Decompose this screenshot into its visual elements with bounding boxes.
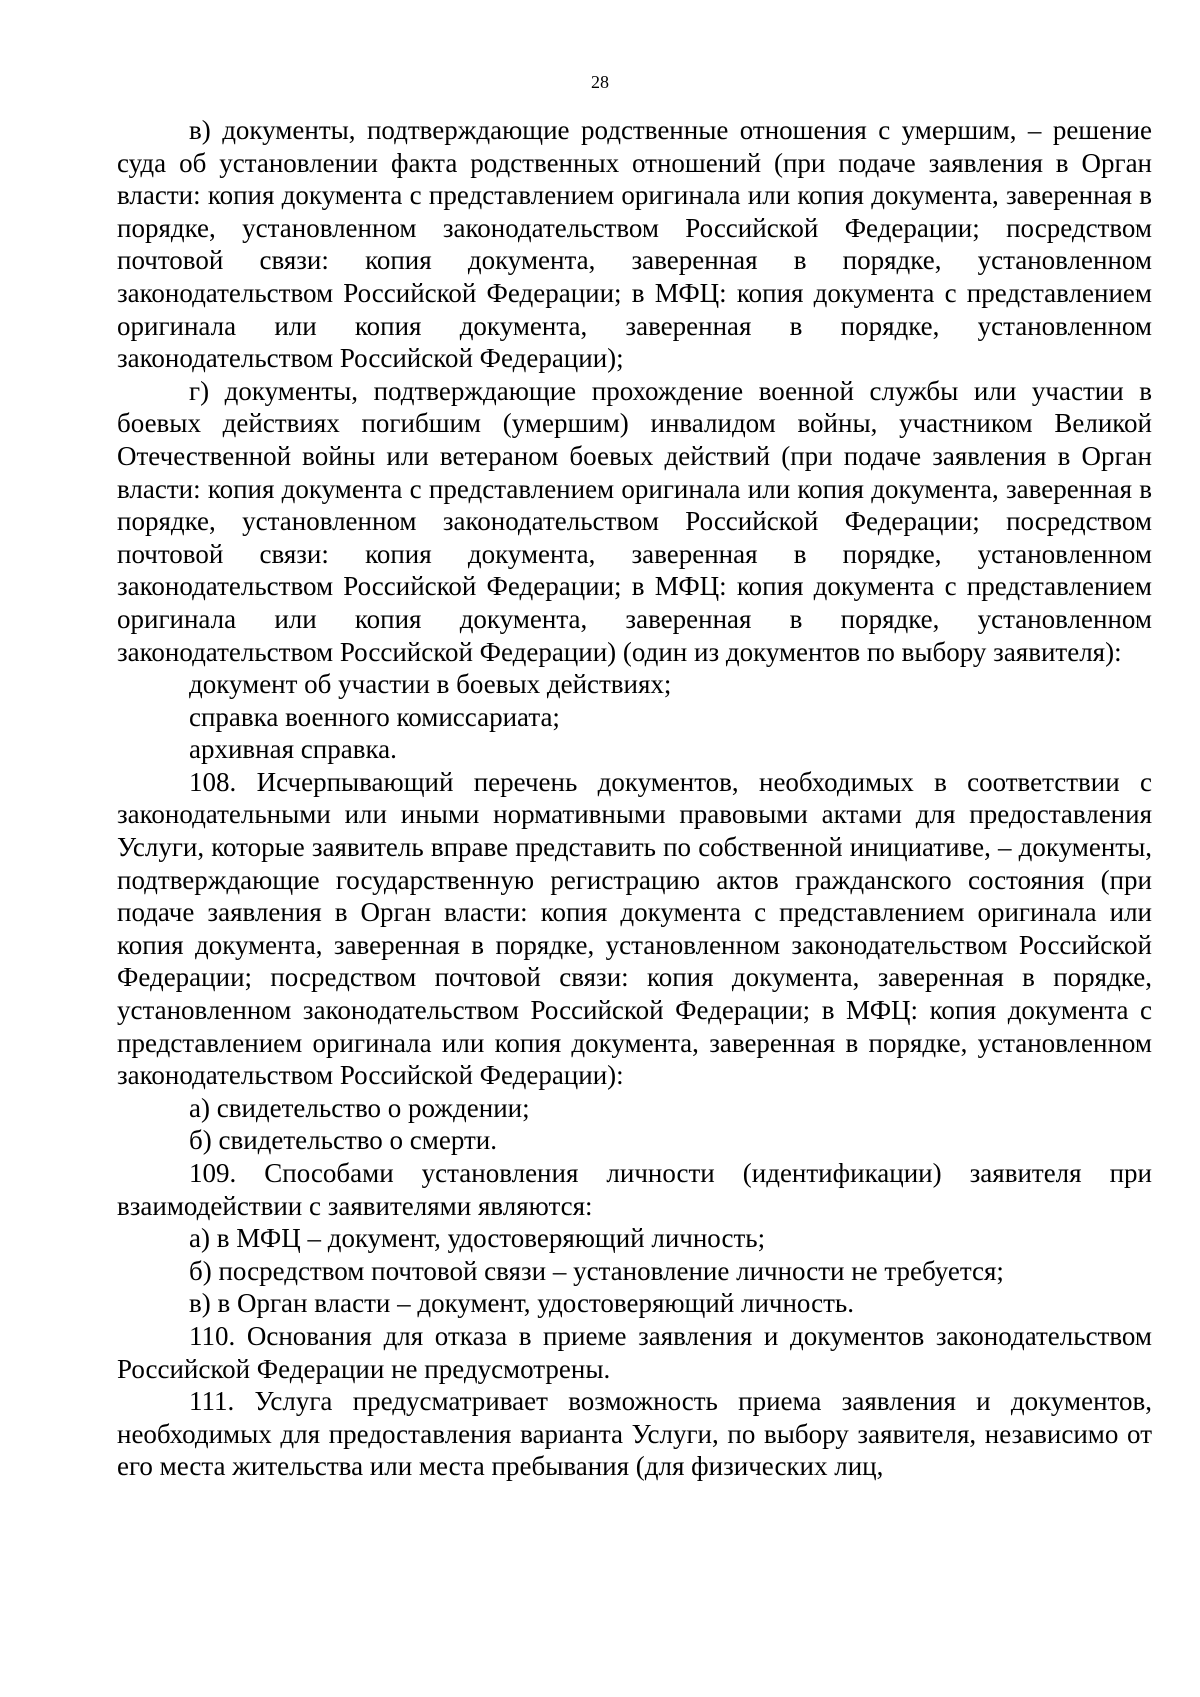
paragraph-108-document-list: 108. Исчерпывающий перечень документов, необходимых в соответствии с законодательными или иными нормативными правовыми актами для предоставления Услуги, которые заявитель вправе представить по собственной инициативе, – документы, подтверждающие государственную регистрацию актов гражданского состояния (при подаче заявления в Орган власти: копия документа с представлением оригинала или копия документа, заверенная в порядке, установленном законодательством Российской Федерации; посредством почтовой связи: копия документа, заверенная в порядке, установленном законодательством Российской Федерации; в МФЦ: копия документа с представлением оригинала или копия документа, заверенная в порядке, установленном законодательством Российской Федерации): xyxy=(117,766,1152,1091)
list-item-death-certificate: б) свидетельство о смерти. xyxy=(189,1125,497,1156)
page-number: 28 xyxy=(591,72,609,92)
paragraph-g-military-service-documents: г) документы, подтверждающие прохождение военной службы или участии в боевых действиях погибшим (умершим) инвалидом войны, участником Великой Отечественной войны или ветераном боевых действий (при подаче заявления в Орган власти: копия документа с представлением оригинала или копия документа, заверенная в порядке, установленном законодательством Российской Федерации; посредством почтовой связи: копия документа, заверенная в порядке, установленном законодательством Российской Федерации; в МФЦ: копия документа с представлением оригинала или копия документа, заверенная в порядке, установленном законодательством Российской Федерации) (один из документов по выбору заявителя): xyxy=(117,375,1152,667)
document-body xyxy=(117,114,1152,1483)
paragraph-v-kinship-documents: в) документы, подтверждающие родственные отношения с умершим, – решение суда об установлении факта родственных отношений (при подаче заявления в Орган власти: копия документа с представлением оригинала или копия документа, заверенная в порядке, установленном законодательством Российской Федерации; посредством почтовой связи: копия документа, заверенная в порядке, установленном законодательством Российской Федерации; в МФЦ: копия документа с представлением оригинала или копия документа, заверенная в порядке, установленном законодательством Российской Федерации); xyxy=(117,115,1152,374)
list-item-birth-certificate: а) свидетельство о рождении; xyxy=(189,1092,530,1123)
list-item-combat-participation: документ об участии в боевых действиях; xyxy=(189,669,672,700)
list-item-military-commissariat-certificate: справка военного комиссариата; xyxy=(189,701,560,732)
list-item-authority-identification: в) в Орган власти – документ, удостоверяющий личность. xyxy=(189,1288,854,1319)
paragraph-109-identification: 109. Способами установления личности (идентификации) заявителя при взаимодействии с заявителями являются: xyxy=(117,1158,1152,1221)
list-item-mfc-identification: а) в МФЦ – документ, удостоверяющий личность; xyxy=(189,1223,766,1254)
paragraph-111-extraterritorial: 111. Услуга предусматривает возможность приема заявления и документов, необходимых для предоставления варианта Услуги, по выбору заявителя, независимо от его места жительства или места пребывания (для физических лиц, xyxy=(117,1386,1152,1482)
list-item-archive-certificate: архивная справка. xyxy=(189,734,397,765)
list-item-postal-identification: б) посредством почтовой связи – установление личности не требуется; xyxy=(189,1255,1004,1286)
paragraph-110-refusal-grounds: 110. Основания для отказа в приеме заявления и документов законодательством Российской Федерации не предусмотрены. xyxy=(117,1320,1152,1384)
